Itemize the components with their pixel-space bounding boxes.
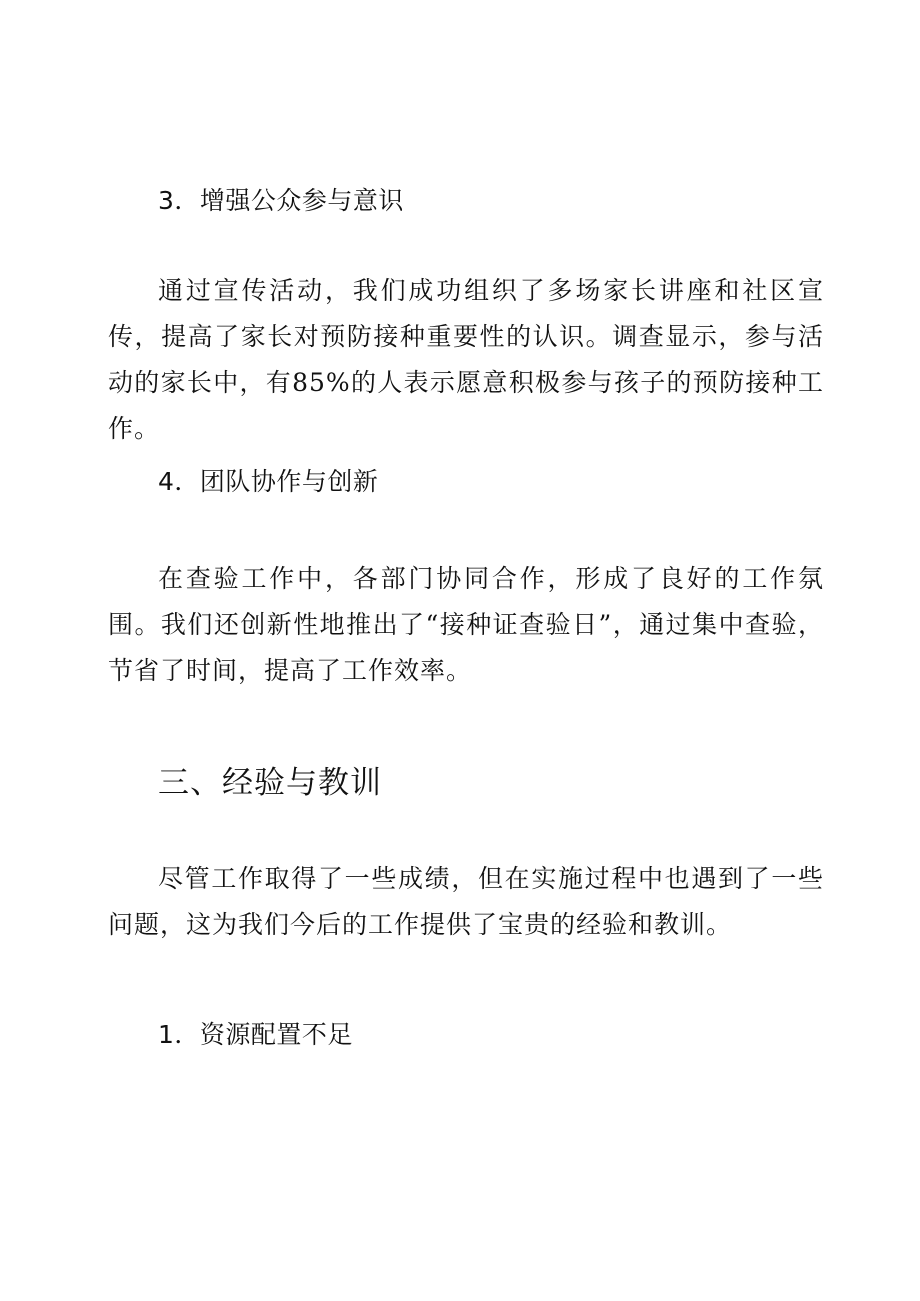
paragraph-public-participation: 通过宣传活动，我们成功组织了多场家长讲座和社区宣传，提高了家长对预防接种重要性的认识。调查显示，参与活动的家长中，有85%的人表示愿意积极参与孩子的预防接种工作。 (108, 276, 824, 443)
subheading-1: 1．资源配置不足 (158, 1020, 353, 1049)
paragraph-team-collaboration: 在查验工作中，各部门协同合作，形成了良好的工作氛围。我们还创新性地推出了“接种证查验日”，通过集中查验，节省了时间，提高了工作效率。 (108, 564, 824, 685)
subheading-3: 3．增强公众参与意识 (158, 186, 404, 215)
subheading-4: 4．团队协作与创新 (158, 467, 379, 496)
section-heading-3: 三、经验与教训 (158, 765, 382, 801)
paragraph-experience-lessons: 尽管工作取得了一些成绩，但在实施过程中也遇到了一些问题，这为我们今后的工作提供了宝贵的经验和教训。 (108, 864, 824, 939)
